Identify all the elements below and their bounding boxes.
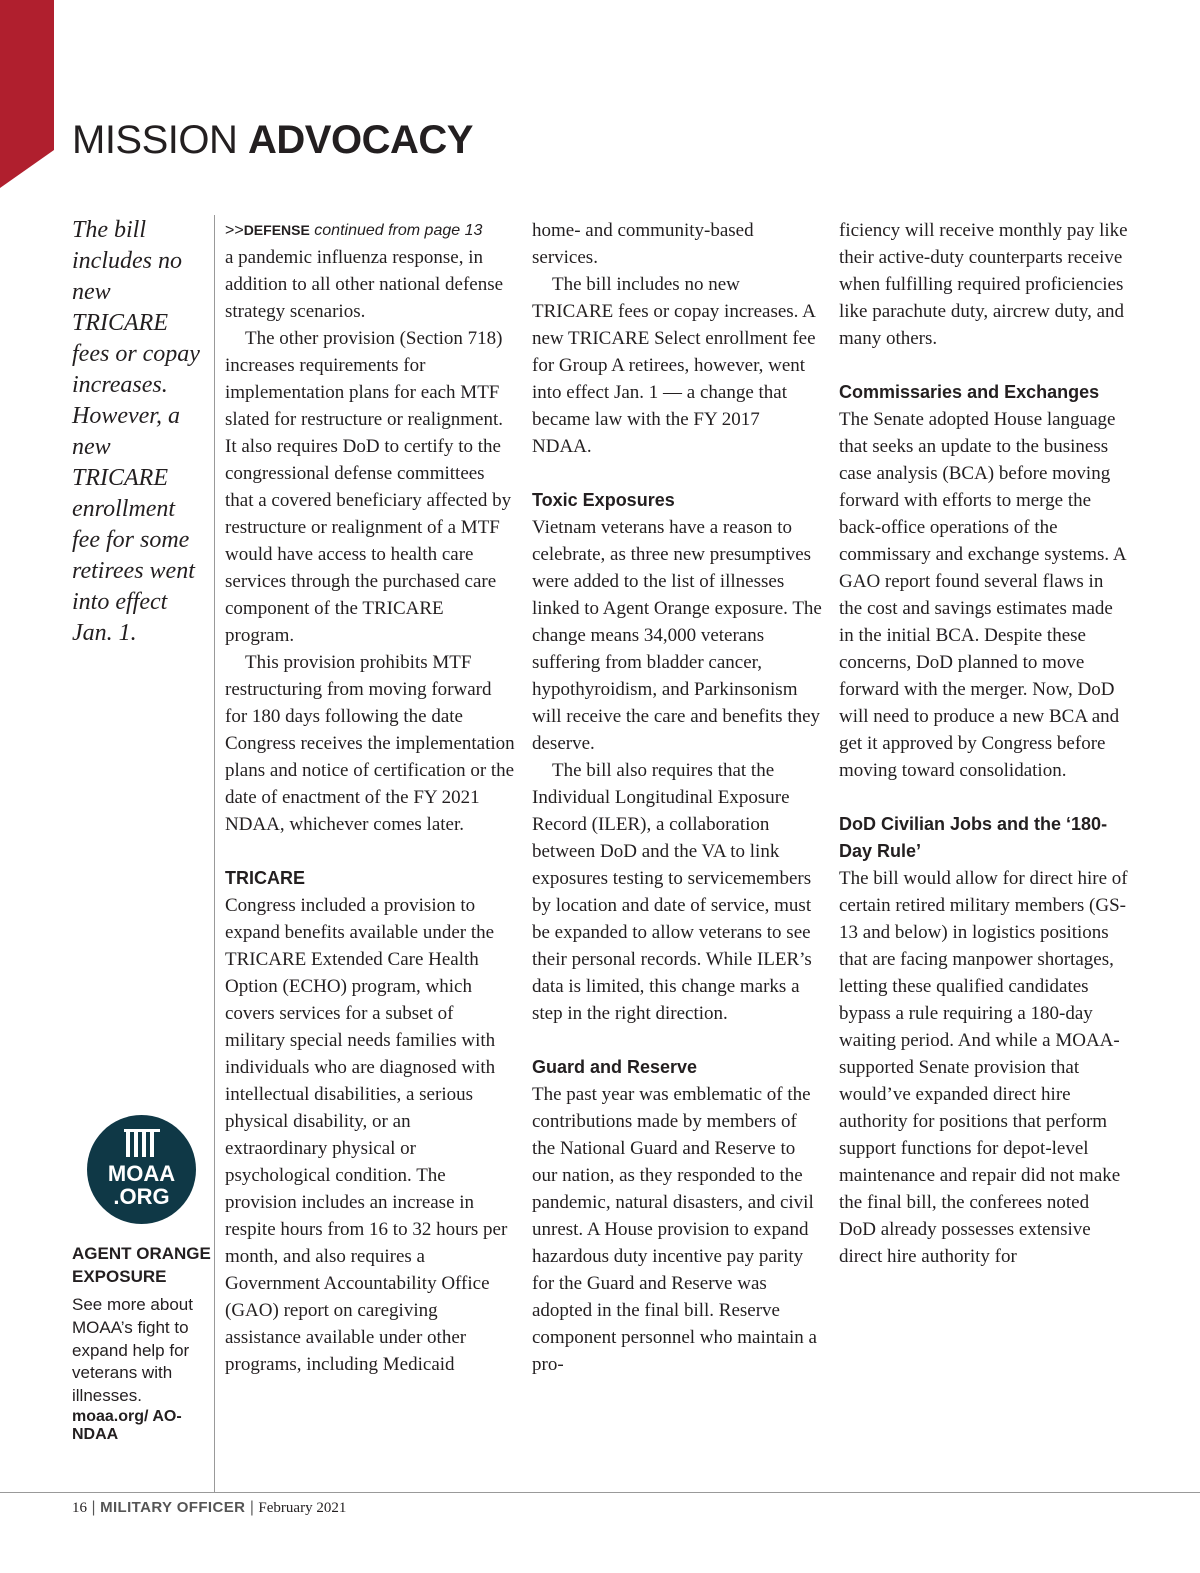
logo-line-1: MOAA [107,1161,176,1186]
article-column-1 [225,217,515,1378]
subheading-guard-reserve: Guard and Reserve [532,1057,698,1077]
column-divider [214,215,215,1492]
paragraph: This provision prohibits MTF restructuring from moving forward for 180 days following the date Congress receives the implementation plans and notice of certification or the date of enactment of the FY 2021 NDAA, whichever comes later. [225,652,515,835]
red-corner-tab [0,0,54,188]
sidebar-link[interactable]: moaa.org/ AO-NDAA [72,1407,182,1443]
sidebar-heading: AGENT ORANGE EXPOSURE [72,1244,211,1286]
section-title: MISSION ADVOCACY [72,118,473,162]
article-column-2 [532,217,822,1378]
paragraph: The other provision (Section 718) increases requirements for implementation plans for each MTF slated for restructure or realignment. It also requires DoD to certify to the congressional defense committees that a covered beneficiary affected by restructure or realignment of a MTF would have access to health care services through the purchased care component of the TRICARE program. [225,328,512,646]
subheading-civilian-jobs: DoD Civilian Jobs and the ‘180-Day Rule’ [839,814,1108,861]
moaa-logo[interactable] [87,1115,196,1224]
pull-quote: The bill includes no new TRICARE fees or copay increases. However, a new TRICARE enrollment fee for some retirees went into effect Jan. 1. [72,217,200,646]
page-footer: 16 | MILITARY OFFICER | February 2021 [72,1498,347,1516]
paragraph: Congress included a provision to expand benefits available under the TRICARE Extended Care Health Option (ECHO) program, which covers services for a subset of military special needs families with individuals who are diagnosed with intellectual disabilities, a serious physical disability, or an extraordinary physical or psychological condition. The provision includes an increase in respite hours from 16 to 32 hours per month, and also requires a Government Accountability Office (GAO) report on caregiving assistance available under other programs, including Medicaid [225,895,508,1375]
flag-icon [124,1129,160,1159]
article-column-3 [839,217,1129,1270]
issue-date: February 2021 [258,1500,347,1516]
paragraph: home- and community-based services. [532,220,754,268]
footer-rule [0,1492,1200,1493]
paragraph: The bill also requires that the Individual Longitudinal Exposure Record (ILER), a collaboration between DoD and the VA to link exposures testing to servicemembers by location and date of service, must be expanded to allow veterans to see their personal records. While ILER’s data is limited, this change marks a step in the right direction. [532,760,812,1024]
sidebar-body: See more about MOAA’s fight to expand help for veterans with illnesses. [72,1295,193,1406]
subheading-tricare: TRICARE [225,868,305,888]
paragraph: a pandemic influenza response, in addition to all other national defense strategy scenarios. [225,247,504,322]
paragraph: The bill would allow for direct hire of certain retired military members (GS-13 and below) in logistics positions that are facing manpower shortages, letting these qualified candidates bypass a rule requiring a 180-day waiting period. And while a MOAA-supported Senate provision that would’ve expanded direct hire authority for positions that perform support functions for depot-level maintenance and repair did not make the final bill, the conferees noted DoD already possesses extensive direct hire authority for [839,868,1128,1267]
paragraph: ficiency will receive monthly pay like their active-duty counterparts receive when fulfilling required proficiencies like parachute duty, aircrew duty, and many others. [839,220,1128,349]
logo-line-2: .ORG [113,1184,170,1209]
continued-line: >>DEFENSE continued from page 13 [225,222,483,239]
page-number: 16 [72,1500,87,1516]
paragraph: The bill includes no new TRICARE fees or copay increases. A new TRICARE Select enrollment fee for Group A retirees, however, went into effect Jan. 1 — a change that became law with the FY 2017 NDAA. [532,274,816,457]
paragraph: The past year was emblematic of the contributions made by members of the National Guard and Reserve to our nation, as they responded to the pandemic, natural disasters, and civil unrest. A House provision to expand hazardous duty incentive pay parity for the Guard and Reserve was adopted in the final bill. Reserve component personnel who maintain a pro- [532,1084,817,1375]
subheading-commissaries: Commissaries and Exchanges [839,382,1100,402]
magazine-name: MILITARY OFFICER [100,1499,246,1516]
sidebar-callout [72,1242,212,1444]
paragraph: Vietnam veterans have a reason to celebrate, as three new presumptives were added to the list of illnesses linked to Agent Orange exposure. The change means 34,000 veterans suffering from bladder cancer, hypothyroidism, and Parkinsonism will receive the care and benefits they deserve. [532,517,822,754]
subheading-toxic-exposures: Toxic Exposures [532,490,675,510]
paragraph: The Senate adopted House language that seeks an update to the business case analysis (BCA) before moving forward with efforts to merge the back-office operations of the commissary and exchange systems. A GAO report found several flaws in the cost and savings estimates made in the initial BCA. Despite these concerns, DoD planned to move forward with the merger. Now, DoD will need to produce a new BCA and get it approved by Congress before moving toward consolidation. [839,409,1126,781]
